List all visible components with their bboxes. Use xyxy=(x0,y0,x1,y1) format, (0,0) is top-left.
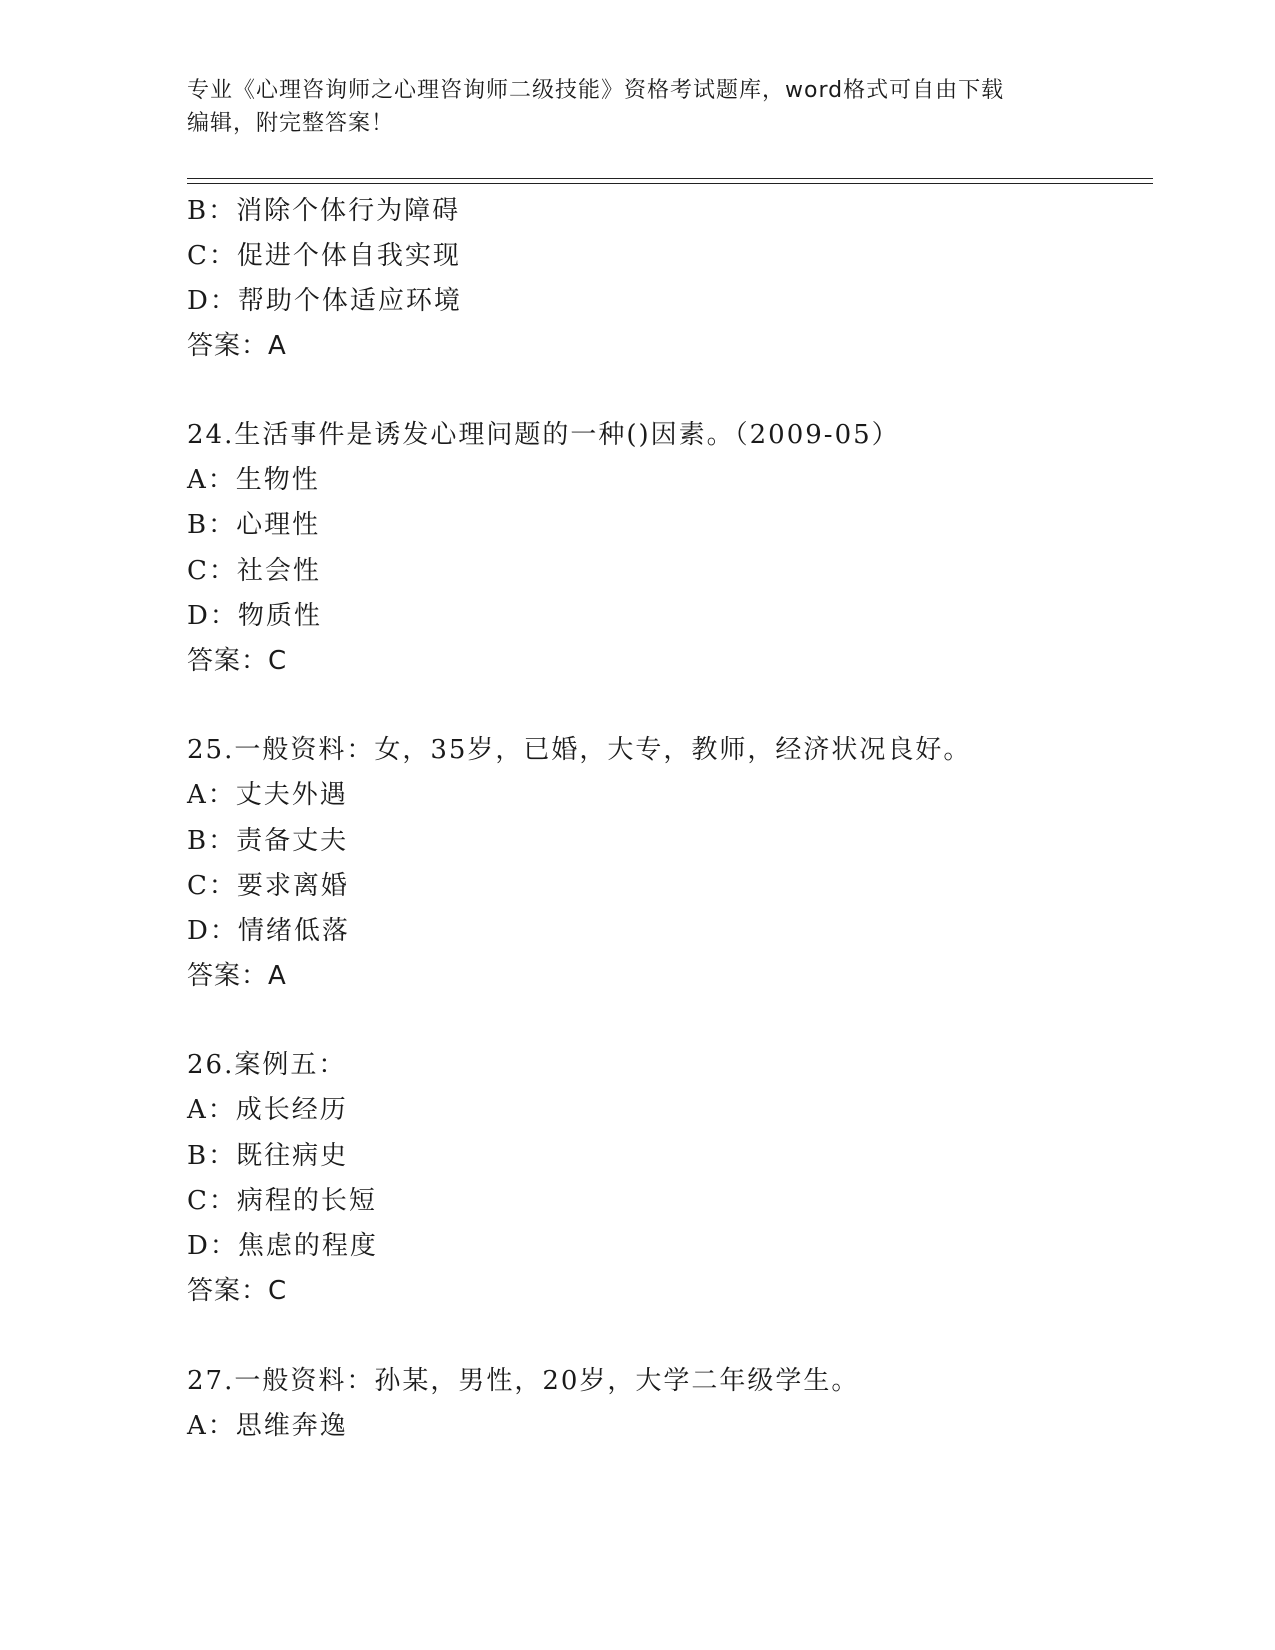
q26-option-d: D：焦虑的程度 xyxy=(187,1231,378,1261)
q26-answer: 答案：C xyxy=(187,1276,288,1306)
header-line-1: 专业《心理咨询师之心理咨询师二级技能》资格考试题库，word格式可自由下载 xyxy=(187,78,1005,103)
q24-answer: 答案：C xyxy=(187,646,288,676)
header-line-2: 编辑，附完整答案！ xyxy=(187,111,395,136)
q25-stem: 25.一般资料：女，35岁，已婚，大专，教师，经济状况良好。 xyxy=(187,735,972,765)
q23-answer: 答案：A xyxy=(187,331,287,361)
document-header xyxy=(187,74,1087,140)
q24-option-a: A：生物性 xyxy=(187,465,320,495)
header-rule-top xyxy=(187,178,1153,179)
q25-answer: 答案：A xyxy=(187,961,287,991)
q27-option-a: A：思维奔逸 xyxy=(187,1411,348,1441)
q26-stem: 26.案例五： xyxy=(187,1050,347,1080)
q27-stem: 27.一般资料：孙某，男性，20岁，大学二年级学生。 xyxy=(187,1366,860,1396)
q25-option-d: D：情绪低落 xyxy=(187,916,350,946)
q26-option-c: C：病程的长短 xyxy=(187,1186,377,1216)
q25-option-a: A：丈夫外遇 xyxy=(187,780,348,810)
q23-option-c: C：促进个体自我实现 xyxy=(187,241,461,271)
q25-option-b: B：责备丈夫 xyxy=(187,826,349,856)
q24-stem: 24.生活事件是诱发心理问题的一种()因素。（2009-05） xyxy=(187,420,900,450)
q25-option-c: C：要求离婚 xyxy=(187,871,349,901)
q24-option-d: D：物质性 xyxy=(187,601,322,631)
q23-option-d: D：帮助个体适应环境 xyxy=(187,286,462,316)
header-rule-bottom xyxy=(187,183,1153,184)
q24-option-b: B：心理性 xyxy=(187,510,321,540)
q26-option-a: A：成长经历 xyxy=(187,1095,348,1125)
q23-option-b: B：消除个体行为障碍 xyxy=(187,196,461,226)
q26-option-b: B：既往病史 xyxy=(187,1141,349,1171)
q24-option-c: C：社会性 xyxy=(187,556,321,586)
